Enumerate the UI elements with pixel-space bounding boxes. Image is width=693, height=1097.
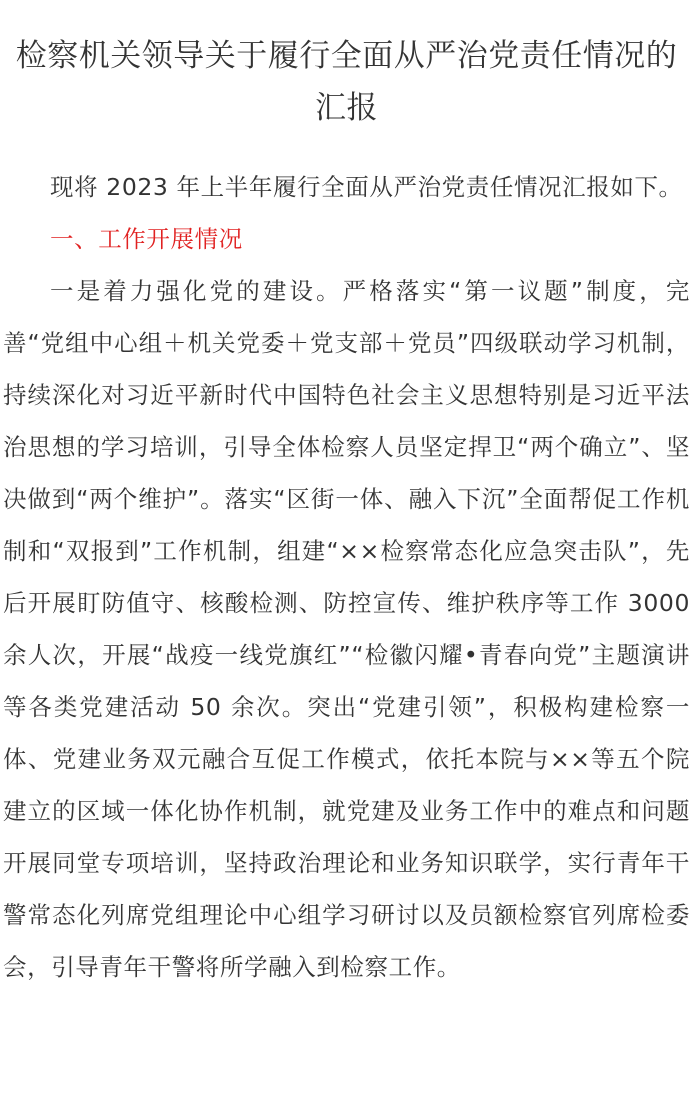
- body-paragraph: 一是着力强化党的建设。严格落实“第一议题”制度，完善“党组中心组＋机关党委＋党支部＋党员”四级联动学习机制，持续深化对习近平新时代中国特色社会主义思想特别是习近平法治思想的学习培训，引导全体检察人员坚定捍卫“两个确立”、坚决做到“两个维护”。落实“区街一体、融入下沉”全面帮促工作机制和“双报到”工作机制，组建“××检察常态化应急突击队”，先后开展盯防值守、核酸检测、防控宣传、维护秩序等工作 3000 余人次，开展“战疫一线党旗红”“检徽闪耀•青春向党”主题演讲等各类党建活动 50 余次。突出“党建引领”，积极构建检察一体、党建业务双元融合互促工作模式，依托本院与××等五个院建立的区域一体化协作机制，就党建及业务工作中的难点和问题开展同堂专项培训，坚持政治理论和业务知识联学，实行青年干警常态化列席党组理论中心组学习研讨以及员额检察官列席检委会，引导青年干警将所学融入到检察工作。: [3, 277, 690, 981]
- intro-paragraph: 现将 2023 年上半年履行全面从严治党责任情况汇报如下。: [50, 173, 683, 201]
- section-heading: 一、工作开展情况: [50, 225, 243, 253]
- document-title: 检察机关领导关于履行全面从严治党责任情况的汇报: [15, 38, 678, 126]
